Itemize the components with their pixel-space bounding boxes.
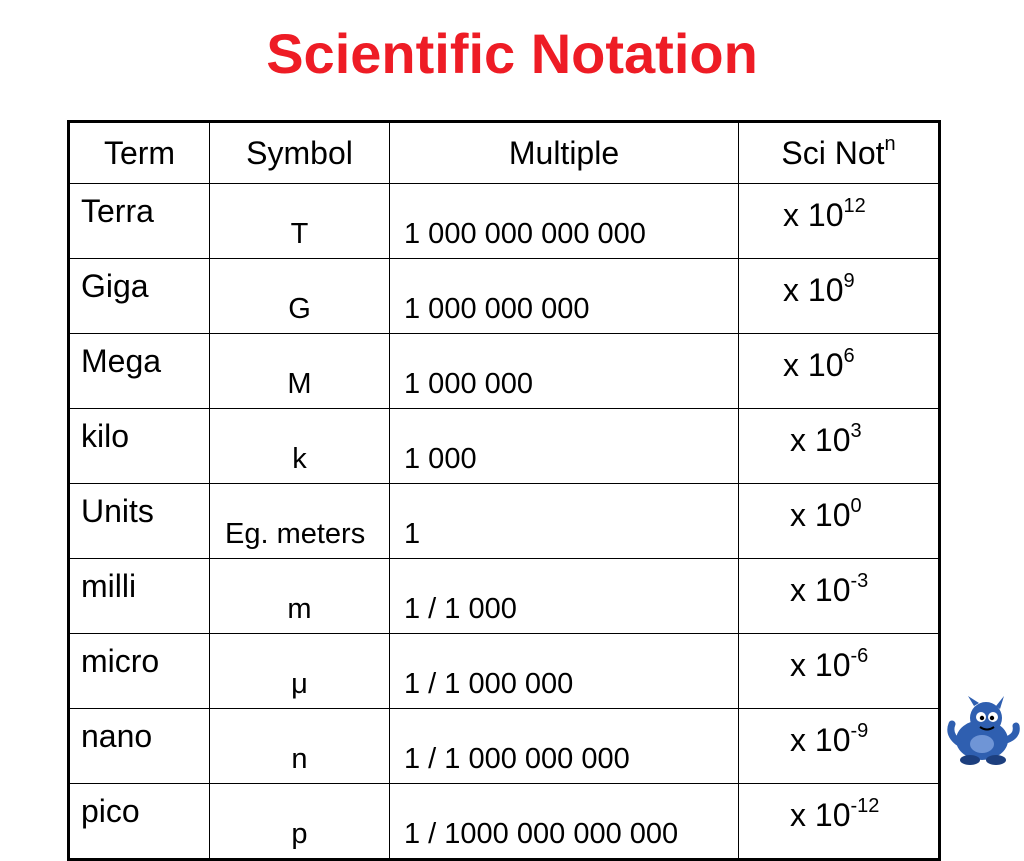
header-sci-not xyxy=(739,122,940,184)
prefix-table xyxy=(67,120,941,861)
multiple-cell: 1 / 1 000 000 000 xyxy=(390,709,739,784)
term-cell: Mega xyxy=(69,334,210,409)
symbol-cell: G xyxy=(210,259,390,334)
sci-exponent: 0 xyxy=(850,495,862,517)
sci-base: x 10 xyxy=(783,347,844,383)
multiple-cell: 1 xyxy=(390,484,739,559)
sci-exponent: -9 xyxy=(850,720,869,742)
multiple-cell: 1 / 1000 000 000 000 xyxy=(390,784,739,860)
sci-base: x 10 xyxy=(790,647,851,683)
table-row xyxy=(69,184,940,259)
table-row xyxy=(69,634,940,709)
sci-exponent: 12 xyxy=(843,195,866,217)
sci-notation-cell xyxy=(739,184,940,259)
multiple-cell: 1 000 000 xyxy=(390,334,739,409)
table-row xyxy=(69,334,940,409)
term-cell: micro xyxy=(69,634,210,709)
symbol-cell: Eg. meters xyxy=(210,484,390,559)
sci-exponent: -6 xyxy=(850,645,869,667)
sci-notation-cell xyxy=(739,484,940,559)
sci-notation-cell xyxy=(739,709,940,784)
term-cell: kilo xyxy=(69,409,210,484)
table-row xyxy=(69,559,940,634)
term-cell: Terra xyxy=(69,184,210,259)
term-cell: Giga xyxy=(69,259,210,334)
sci-notation-cell xyxy=(739,634,940,709)
term-cell: milli xyxy=(69,559,210,634)
header-symbol: Symbol xyxy=(210,122,390,184)
sci-notation-cell xyxy=(739,559,940,634)
table-row xyxy=(69,259,940,334)
sci-base: x 10 xyxy=(790,572,851,608)
sci-notation-cell xyxy=(739,409,940,484)
symbol-cell: p xyxy=(210,784,390,860)
sci-base: x 10 xyxy=(783,197,844,233)
symbol-cell: M xyxy=(210,334,390,409)
header-multiple: Multiple xyxy=(390,122,739,184)
table-header-row xyxy=(69,122,940,184)
symbol-cell: k xyxy=(210,409,390,484)
header-term: Term xyxy=(69,122,210,184)
multiple-cell: 1 000 000 000 xyxy=(390,259,739,334)
symbol-cell: m xyxy=(210,559,390,634)
table-row xyxy=(69,484,940,559)
sci-exponent: -12 xyxy=(850,795,880,817)
sci-notation-cell xyxy=(739,784,940,860)
blue-cartoon-mascot-icon xyxy=(946,696,1020,766)
table-row xyxy=(69,784,940,860)
sci-base: x 10 xyxy=(790,797,851,833)
sci-base: x 10 xyxy=(790,422,851,458)
sci-notation-cell xyxy=(739,334,940,409)
symbol-cell: n xyxy=(210,709,390,784)
term-cell: pico xyxy=(69,784,210,860)
table-row xyxy=(69,709,940,784)
header-sci-not-superscript: n xyxy=(884,133,896,155)
sci-base: x 10 xyxy=(783,272,844,308)
term-cell: Units xyxy=(69,484,210,559)
sci-base: x 10 xyxy=(790,497,851,533)
symbol-cell: T xyxy=(210,184,390,259)
multiple-cell: 1 / 1 000 xyxy=(390,559,739,634)
table-row xyxy=(69,409,940,484)
sci-exponent: 9 xyxy=(843,270,855,292)
multiple-cell: 1 000 000 000 000 xyxy=(390,184,739,259)
slide-title: Scientific Notation xyxy=(266,22,758,85)
term-cell: nano xyxy=(69,709,210,784)
sci-exponent: 6 xyxy=(843,345,855,367)
multiple-cell: 1 / 1 000 000 xyxy=(390,634,739,709)
sci-base: x 10 xyxy=(790,722,851,758)
symbol-cell: μ xyxy=(210,634,390,709)
sci-exponent: 3 xyxy=(850,420,862,442)
multiple-cell: 1 000 xyxy=(390,409,739,484)
header-sci-not-label: Sci Not xyxy=(781,135,885,171)
sci-exponent: -3 xyxy=(850,570,869,592)
sci-notation-cell xyxy=(739,259,940,334)
